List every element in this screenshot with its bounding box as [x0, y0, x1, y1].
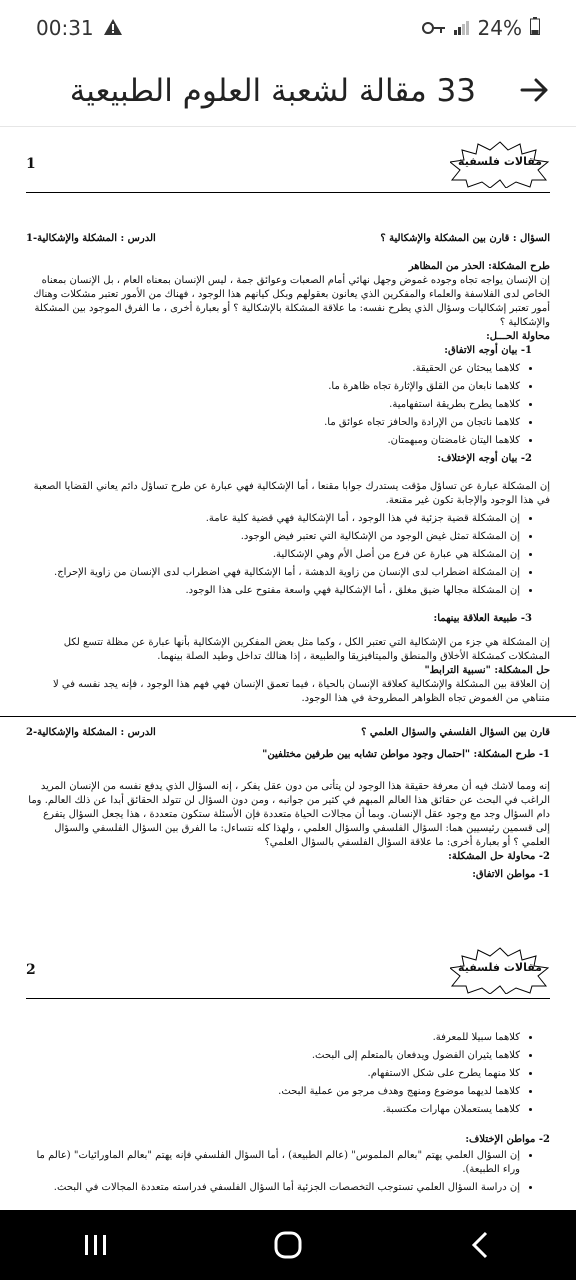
solution-heading: حل المشكلة: "نسبية الترابط" [424, 665, 550, 676]
home-icon[interactable] [268, 1225, 308, 1265]
badge-label: مقالات فلسفية [458, 961, 542, 974]
page-header [26, 942, 550, 999]
list-item: • إن السؤال العلمي يهتم "بعالم الملموس" (عالم الطبيعة) ، أما السؤال الفلسفي فإنه يهتم "بعالم الماورائيات" (عالم ما وراء الطبيعة). [26, 1149, 520, 1177]
badge-label: مقالات فلسفية [458, 155, 542, 168]
document-page-1 [26, 136, 550, 882]
diff-heading: 2- بيان أوجه الإختلاف: [437, 453, 532, 464]
page-title: 33 مقالة لشعبة العلوم الطبيعية [69, 73, 476, 109]
clock: 00:31 [36, 16, 94, 40]
agree-list-continued [26, 1029, 550, 1119]
section-badge [450, 140, 550, 188]
attempt-heading: محاولة الحـــل: [486, 331, 550, 342]
page-header [26, 136, 550, 193]
question-row-1 [26, 233, 550, 244]
diff-list [26, 510, 550, 600]
intro-paragraph: إن الإنسان يواجه تجاه وجوده غموض وجهل نهائي أمام الصعبات وعوائق جمة ، ليس الإنسان بمعناه العام ، بل الإنسان بمعناه الخاص لدى الفلاسفة والعلماء والمفكرين الذي يعانون بعقولهم وبكل كيانهم هذا الوجود ، فهناك من الأمور تعتبر مشكلات وهناك أمور تعتبر إشكاليات وسؤال الذي يطرح نفسه: ما علاقة المشكلة بالإشكالية ؟ أو بعبارة أخرى ، ما الفرق الموجود بين المشكلة والإشكالية ؟ [33, 275, 550, 328]
battery-icon [530, 16, 540, 40]
lesson-label: الدرس : المشكلة والإشكالية-2 [26, 727, 156, 738]
solution-paragraph: إن العلاقة بين المشكلة والإشكالية كعلاقة الإنسان بالحياة ، فيما تعمق الإنسان فهي فهم هذا الوجود ، فإنه يجد نفسه في لا متناهي من الغموض تجاه الظواهر المطروحة في هذا الوجود. [52, 679, 550, 704]
q2-attempt: 2- محاولة حل المشكلة: [448, 851, 550, 862]
document-viewer[interactable] [0, 136, 576, 1210]
status-right [422, 16, 540, 40]
list-item: • إن المشكلة اضطراب لدى الإنسان من زاوية الدهشة ، أما الإشكالية فهي اضطراب لدى الإنسان من زاوية الإحراج. [26, 564, 520, 582]
relation-paragraph: إن المشكلة هي جزء من الإشكالية التي تعتبر الكل ، وكما مثل بعض المفكرين الإشكالية بأنها عبارة عن مظلة تتسع لكل المشكلات كمشكلة الأخلاق والمنطق والميتافيزيقا والطبيعة ، إذا هنالك تداخل وطيد الصلة بينهما. [63, 637, 550, 662]
system-nav-bar [0, 1210, 576, 1280]
list-item: • إن دراسة السؤال العلمي تستوجب التخصصات الجزئية أما السؤال الفلسفي فدراسته متعددة المجالات في البحث. [26, 1181, 520, 1195]
question-row-2 [26, 727, 550, 738]
divider [0, 716, 576, 717]
page-gap [0, 882, 576, 942]
question-title: قارن بين السؤال الفلسفي والسؤال العلمي ؟ [361, 727, 550, 738]
app-bar [0, 56, 576, 127]
lesson-label: الدرس : المشكلة والإشكالية-1 [26, 233, 156, 244]
diff-list [26, 1149, 550, 1195]
key-icon [422, 16, 446, 40]
document-page-2 [26, 942, 550, 1195]
list-item: • كلاهما يستعملان مهارات مكتسبة. [26, 1101, 520, 1119]
status-bar [0, 0, 576, 56]
relation-heading: 3- طبيعة العلاقة بينهما: [433, 613, 532, 624]
list-item: • إن المشكلة هي عبارة عن فرع من أصل الأم وهي الإشكالية. [26, 546, 520, 564]
question-title: السؤال : قارن بين المشكلة والإشكالية ؟ [380, 233, 550, 244]
status-left [36, 16, 122, 40]
list-item: • كلاهما لديهما موضوع ومنهج وهدف مرجو من عملية البحث. [26, 1083, 520, 1101]
warning-icon [104, 16, 122, 40]
list-item: • كلاهما يطرح بطريقة استفهامية. [26, 396, 520, 414]
back-nav-icon[interactable] [460, 1225, 500, 1265]
agree-heading: 1- بيان أوجه الاتفاق: [444, 345, 532, 356]
q2-paragraph: إنه ومما لاشك فيه أن معرفة حقيقة هذا الوجود لن يتأتى من دون عقل يفكر ، إنه السؤال الذي يدفع نفسه من الإنسان المريد الراغب في البحث عن حقائق هذا العالم المبهم في كثير من جوانبه ، ومن دون السؤال لن تتولد الحقائق أبدا عن ذلك العالم. وما دام السؤال وجد مع وجود عقل الإنسان. وبما أن مجالات الحياة متعددة فإن الأسئلة ستكون متعددة ، هذا يجعل السؤال يتفرع إلى قسمين رئيسيين هما: السؤال الفلسفي والسؤال العلمي ، ولهذا كله نتساءل: ما الفرق بين السؤال الفلسفي والسؤال العلمي ؟ أو بعبارة أخرى: ما علاقة السؤال الفلسفي بالسؤال العلمي؟ [28, 781, 550, 848]
battery-level: 24% [477, 16, 522, 40]
diff-paragraph: إن المشكلة عبارة عن تساؤل مؤقت يستدرك جوابا مقنعا ، أما الإشكالية فهي عبارة عن طرح تساؤل دائم يعاني القضايا الصعبة في هذا الوجود والإجابة تكون غير مقنعة. [33, 481, 550, 506]
signal-icon [454, 16, 470, 40]
arrow-right-icon[interactable] [516, 72, 552, 108]
list-item: • إن المشكلة مجالها ضيق مغلق ، أما الإشكالية فهي واسعة مفتوح على هذا الوجود. [26, 582, 520, 600]
agree-list [26, 360, 550, 450]
list-item: • كلاهما نابعان من القلق والإثارة تجاه ظاهرة ما. [26, 378, 520, 396]
intro-heading: طرح المشكلة: الحذر من المظاهر [408, 261, 550, 272]
q2-agree: 1- مواطن الاتفاق: [472, 869, 550, 880]
diff-heading: 2- مواطن الإختلاف: [465, 1134, 550, 1145]
list-item: • كلاهما اليتان غامضتان ومبهمتان. [26, 432, 520, 450]
list-item: • كلاهما سبيلا للمعرفة. [26, 1029, 520, 1047]
list-item: • إن المشكلة قضية جزئية في هذا الوجود ، أما الإشكالية فهي قضية كلية عامة. [26, 510, 520, 528]
list-item: • إن المشكلة تمثل غيض الوجود من الإشكالية التي تعتبر فيض الوجود. [26, 528, 520, 546]
q2-heading: 1- طرح المشكلة: "احتمال وجود مواطن تشابه بين طرفين مختلفين" [262, 749, 550, 760]
page-number: 2 [26, 962, 36, 978]
list-item: • كلاهما يبحثان عن الحقيقة. [26, 360, 520, 378]
list-item: • كلاهما ناتجان من الإرادة والحافز تجاه عوائق ما. [26, 414, 520, 432]
recent-apps-icon[interactable] [76, 1225, 116, 1265]
list-item: • كلا منهما يطرح على شكل الاستفهام. [26, 1065, 520, 1083]
list-item: • كلاهما يثيران الفضول ويدفعان بالمتعلم إلى البحث. [26, 1047, 520, 1065]
section-badge [450, 946, 550, 994]
page-number: 1 [26, 156, 36, 172]
